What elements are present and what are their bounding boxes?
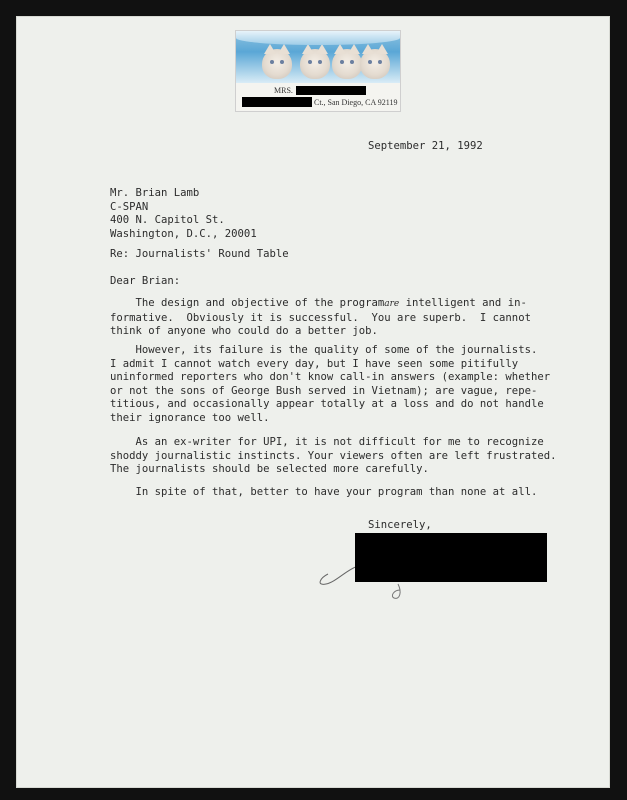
address-line: Mr. Brian Lamb — [110, 187, 200, 199]
text-line: titious, and occasionally appear totally at a loss and do not handle — [110, 398, 544, 410]
address-line: 400 N. Capitol St. — [110, 214, 225, 226]
paragraph-1 — [110, 297, 531, 339]
signature-redaction — [355, 533, 547, 582]
handwritten-correction: are — [384, 299, 400, 309]
kittens-photo — [236, 31, 400, 83]
recipient-address — [110, 187, 257, 241]
paragraph-3 — [110, 436, 556, 477]
redaction-bar — [296, 86, 366, 95]
letterhead-label — [235, 30, 401, 112]
text-line: As an ex-writer for UPI, it is not difficult for me to recognize — [110, 436, 544, 448]
letter-date: September 21, 1992 — [368, 140, 483, 152]
address-line: C-SPAN — [110, 200, 149, 213]
text-line: think of anyone who could do a better job. — [110, 325, 378, 337]
text-line: their ignorance too well. — [110, 411, 270, 424]
kitten-icon — [300, 49, 330, 79]
text-line: However, its failure is the quality of some of the journalists. — [110, 344, 538, 356]
text-line: uninformed reporters who don't know call-in answers (example: whether — [110, 371, 551, 383]
text-line: I admit I cannot watch every day, but I have seen some pitifully — [110, 357, 519, 370]
letter-page — [16, 16, 610, 788]
letterhead-name: MRS. — [274, 86, 293, 95]
text-line: The journalists should be selected more carefully. — [110, 463, 429, 475]
text-line: or not the sons of George Bush served in Vietnam); are vague, repe- — [110, 384, 538, 397]
paragraph-4: In spite of that, better to have your program than none at all. — [110, 486, 538, 498]
text-line: The design and objective of the programare intelligent and in- — [110, 297, 527, 309]
text-line: shoddy journalistic instincts. Your viewers often are left frustrated. — [110, 449, 557, 462]
closing: Sincerely, — [368, 519, 432, 531]
letterhead-address: Ct., San Diego, CA 92119 — [314, 98, 398, 107]
paragraph-2 — [110, 344, 550, 425]
text-line: formative. Obviously it is successful. You are superb. I cannot — [110, 311, 531, 324]
address-line: Washington, D.C., 20001 — [110, 227, 257, 240]
kitten-icon — [360, 49, 390, 79]
kitten-icon — [262, 49, 292, 79]
redaction-bar — [242, 97, 312, 107]
kitten-icon — [332, 49, 362, 79]
subject-line: Re: Journalists' Round Table — [110, 248, 289, 260]
salutation: Dear Brian: — [110, 275, 181, 287]
